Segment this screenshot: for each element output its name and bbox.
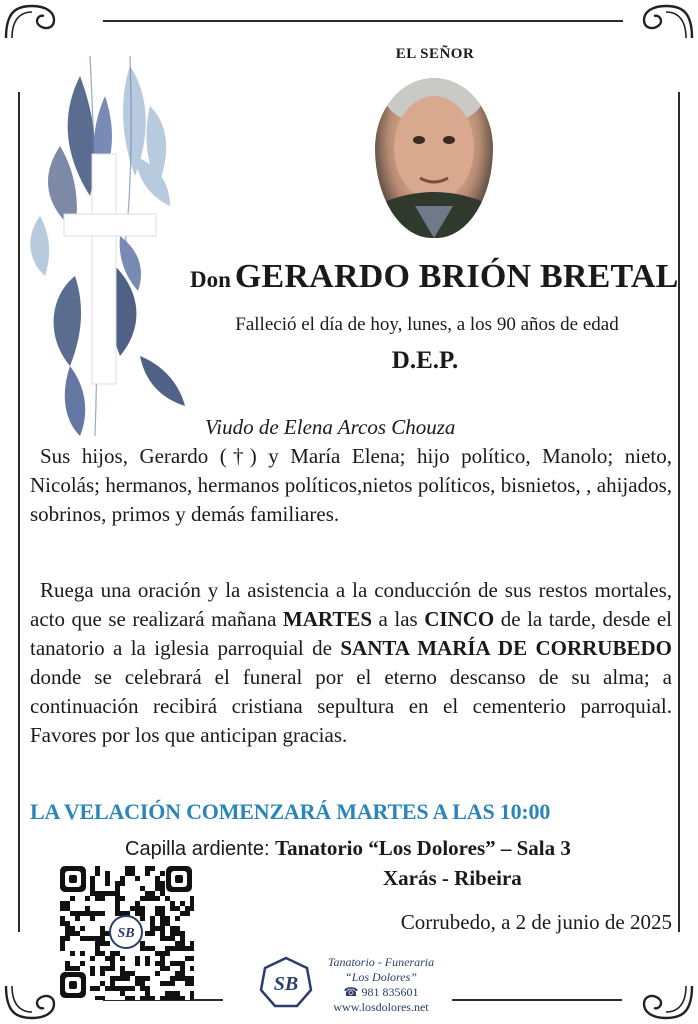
funeral-home-phone-row [316,985,446,1000]
request-text-3: de la tarde, desde el tanatorio a la iglesia parroquial de [30,607,672,660]
capilla-location: Xarás - Ribeira [383,866,522,890]
funeral-home-logo-icon [259,956,313,1010]
phone-icon: ☎ [343,985,359,999]
capilla-line [125,836,571,861]
cross-icon [64,154,156,384]
request-text-1: Ruega una oración y la asistencia a la conducción de sus restos mortales, acto que se realizará mañana [30,578,672,631]
corner-ornament-bottom-right [640,982,696,1022]
funeral-home-web[interactable]: www.losdolores.net [333,1000,429,1014]
family-paragraph [30,442,672,529]
capilla-label: Capilla ardiente: [125,838,276,860]
qr-code[interactable] [58,864,194,1000]
widow-line: Viudo de Elena Arcos Chouza [205,415,456,439]
request-day: MARTES [282,607,373,631]
deceased-name-line [190,258,679,296]
request-paragraph [30,576,672,750]
funeral-home-phone: 981 835601 [361,985,419,999]
funeral-home-line2: “Los Dolores” [345,970,417,984]
velacion-announcement: LA VELACIÓN COMENZARÁ MARTES A LAS 10:00 [30,799,551,824]
funeral-home-line1: Tanatorio - Funeraria [327,955,435,969]
request-hour: CINCO [424,607,495,631]
family-text: Sus hijos, Gerardo (†) y María Elena; hijo político, Manolo; nieto, Nicolás; hermanos, hermanos políticos,nietos políticos, bisnietos, , ahijados, sobrinos, primos y demás familiares. [30,444,672,526]
deceased-name: GERARDO BRIÓN BRETAL [234,258,679,295]
request-church: SANTA MARÍA DE CORRUBEDO [340,636,672,660]
capilla-place: Tanatorio “Los Dolores” – Sala 3 [275,836,571,860]
frame-right-line [678,92,680,932]
floral-decoration [20,36,195,446]
frame-top-line [103,20,623,22]
request-text-2: a las [372,607,425,631]
date-line: Corrubedo, a 2 de junio de 2025 [400,910,672,934]
deceased-photo [375,78,493,238]
name-prefix: Don [190,267,231,292]
frame-bottom-line-right [452,999,622,1001]
title-el-senor: EL SEÑOR [395,46,475,62]
corner-ornament-bottom-left [2,982,58,1022]
svg-text:SB: SB [117,926,135,941]
dep-label: D.E.P. [391,347,459,374]
corner-ornament-top-right [640,2,696,42]
death-notice-line: Falleció el día de hoy, lunes, a los 90 años de edad [235,314,619,335]
funeral-home-info [316,955,446,1015]
svg-text:SB: SB [273,973,299,995]
request-text-4: donde se celebrará el funeral por el eterno descanso de su alma; a continuación recibirá cristiana sepultura en el cementerio parroquial. Favores por los que anticipan gracias. [30,665,672,747]
